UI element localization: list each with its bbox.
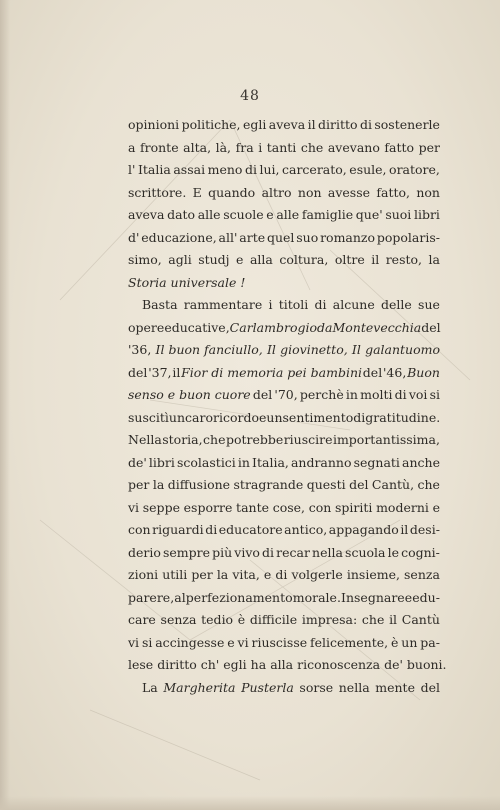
word: e [404,589,413,605]
word: libri [413,207,440,222]
word: lui, [259,162,280,177]
word: un [266,409,283,425]
word: desi- [409,522,440,537]
text-line [128,159,440,182]
word: oratore, [389,162,440,177]
word: del [420,679,440,695]
word: importantissima, [332,432,440,447]
italic-word: galantuomo [365,342,440,357]
word: difficile [249,612,298,627]
word: al [174,589,186,605]
word: in [237,454,250,470]
page-number: 48 [240,88,260,104]
word: educazione, [141,229,217,245]
text-line [128,519,440,542]
text-line [128,564,440,587]
word: Italia, [252,454,289,470]
italic-word: Pusterla [241,679,294,695]
word: care [128,612,156,627]
word: del [421,319,441,335]
word: aveva [128,207,165,222]
word: educative, [164,319,230,335]
word: dato [167,207,196,222]
word: antico, [284,522,328,537]
word: cose, [272,499,305,515]
word: i [268,297,273,312]
word: egli [242,117,267,132]
text-line [128,474,440,497]
text-line [128,249,440,272]
text-line [128,384,440,407]
word: di [353,409,366,425]
word: quando [208,184,256,200]
page-bottom-shadow [0,796,500,810]
word: felicemente, [310,634,389,650]
word: tanti [266,139,297,155]
word: famiglie [301,207,354,222]
word: lese [128,657,154,672]
word: la [428,252,440,267]
word: vi [128,634,140,650]
word: alle [197,207,221,222]
word: avevano [327,139,380,155]
text-line [128,587,440,610]
word: popolaris- [376,229,440,245]
italic-word: universale ! [170,274,246,290]
italic-word: da [317,319,333,335]
italic-word: Il [351,342,361,357]
word: di [359,117,372,132]
word: ha [250,657,267,672]
word: e [227,634,235,650]
word: sostenerle [374,117,440,132]
word: alla [249,252,273,267]
word: esporre [183,499,233,515]
word: nella [338,679,370,695]
text-line [128,497,440,520]
word: vi [237,634,249,650]
word: le [387,544,399,560]
word: suoi [385,207,412,222]
word: ricordo [212,409,259,425]
word: è [391,634,399,650]
word: seppe [142,499,180,515]
word: meno [207,162,243,177]
word: esule, [349,162,387,177]
word: il [172,364,181,380]
word: morale. [292,589,341,605]
word: suo [296,229,319,245]
word: caro [185,409,213,425]
body-text [128,114,447,699]
word: di [275,567,288,582]
word: la [216,567,229,582]
word: anche [402,454,440,470]
word: altro [261,184,292,200]
word: avesse [327,184,371,200]
word: e [266,207,274,222]
word: accingesse [155,634,225,650]
text-line [128,362,440,385]
word: '37, [148,364,172,380]
word: potrebbe [225,432,284,447]
text-line [128,339,440,362]
text-line [128,204,440,227]
word: opinioni [128,117,180,132]
word: Basta [142,297,178,312]
word: sue [418,297,440,312]
word: scuola [345,544,386,560]
word: alcune [332,297,375,312]
word: La [142,679,158,695]
italic-word: Storia [128,274,167,290]
word: l' [128,162,136,177]
word: de' [128,454,147,470]
word: '46, [383,364,407,380]
word: suscitì [128,409,169,425]
word: del [349,477,369,492]
word: pa- [420,634,440,650]
word: opere [128,319,165,335]
word: aveva [268,117,306,132]
word: non [416,184,440,200]
word: diffusione [167,477,231,492]
italic-word: giovinetto, [280,342,348,357]
word: delle [381,297,412,312]
word: riuscire [283,432,333,447]
word: tante [236,499,269,515]
word: assai [173,162,206,177]
word: fatto, [376,184,410,200]
word: perchè [299,387,344,402]
word: là, [215,139,232,155]
word: la [152,477,165,492]
word: vivo [234,544,260,560]
word: volgerle [291,567,343,582]
italic-word: Montevecchia [332,319,422,335]
word: derio [128,544,161,560]
word: il [400,522,409,537]
word: di [244,162,257,177]
word: vita, [232,567,260,582]
word: storia, [162,432,203,447]
word: '70, [274,387,298,402]
word: molti [360,387,393,402]
text-line [128,677,440,700]
word: oltre [334,252,365,267]
word: si [141,634,153,650]
word: carcerato, [282,162,347,177]
word: si [429,387,440,402]
word: fronte [140,139,179,155]
italic-word: Il [266,342,276,357]
word: sorse [299,679,334,695]
word: senza [404,567,440,582]
text-line [128,542,440,565]
word: per [128,477,150,492]
italic-word: senso e buon cuore [128,387,251,402]
word: riguardi [152,522,204,537]
word: titoli [278,297,309,312]
word: i [258,139,263,155]
word: agli [168,252,192,267]
word: spiriti [334,499,373,515]
word: e [259,409,267,425]
word: sentimento [282,409,354,425]
word: del [362,364,383,380]
word: scolastici [176,454,236,470]
word: il [389,612,398,627]
word: con [308,499,332,515]
word: romanzo [320,229,376,245]
word: studj [198,252,230,267]
text-line [128,429,440,452]
word: quel [266,229,295,245]
word: impresa: [301,612,358,627]
italic-word: Buon [407,364,440,380]
word: di [314,297,327,312]
word: è [237,612,246,627]
word: che [203,432,226,447]
word: buoni. [406,657,447,672]
word: arte [239,229,266,245]
word: scrittore. [128,184,187,200]
word: il [307,117,316,132]
word: recar [276,544,310,560]
word: e [263,567,272,582]
word: non [297,184,322,200]
word: e [432,499,440,515]
word: utili [162,567,188,582]
word: che [300,139,324,155]
word: simo, [128,252,162,267]
word: politiche, [181,117,241,132]
word: che [417,477,440,492]
word: tedio [201,612,234,627]
text-line [128,114,440,137]
word: nella [312,544,343,560]
word: perfezionamento [185,589,293,605]
word: un [401,634,418,650]
word: E [192,184,202,200]
word: coltura, [279,252,329,267]
word: riuscisse [251,634,308,650]
italic-word: Carlambrogio [229,319,317,335]
word: di [205,522,218,537]
text-line [128,294,440,317]
word: del [128,364,148,380]
word: moderni [376,499,429,515]
word: di [262,544,275,560]
word: il [371,252,380,267]
word: '36, [128,342,152,357]
word: un [168,409,186,425]
word: fra [235,139,254,155]
text-line [128,317,440,340]
word: riconoscenza [297,657,381,672]
word: per [191,567,213,582]
word: più [212,544,233,560]
text-line [128,632,440,655]
text-line [128,609,440,632]
word: per [418,139,440,155]
word: edu- [412,589,440,605]
italic-word: Il buon fanciullo, [155,342,263,357]
word: mente [375,679,415,695]
word: scuole [223,207,264,222]
word: che [361,612,385,627]
word: alta, [183,139,212,155]
word: a [128,139,136,155]
word: stragrande [233,477,304,492]
text-line [128,654,447,677]
text-line [128,137,440,160]
word: zioni [128,567,159,582]
word: rammentare [183,297,263,312]
word: gratitudine. [365,409,441,425]
word: con [128,522,151,537]
word: voi [408,387,428,402]
word: e [236,252,244,267]
word: all' [218,229,238,245]
text-line [128,272,440,295]
word: Insegnare [341,589,405,605]
word: senza [160,612,197,627]
word: appagando [328,522,399,537]
word: di [394,387,407,402]
word: ch' [200,657,220,672]
word: fatto [384,139,415,155]
word: Nella [128,432,162,447]
text-line [128,407,440,430]
word: andranno [290,454,352,470]
word: libri [148,454,175,470]
word: Italia [137,162,171,177]
word: Cantù [401,612,440,627]
text-line [128,452,440,475]
word: alla [270,657,294,672]
italic-word: Margherita [163,679,236,695]
word: Cantù, [371,477,415,492]
word: in [345,387,358,402]
word: de' [384,657,403,672]
word: que' [355,207,383,222]
word: questi [306,477,346,492]
page-edge-shadow [0,0,10,810]
italic-word: Fior di memoria pei bambini [181,364,362,380]
text-line [128,182,440,205]
word: d' [128,229,140,245]
word: resto, [385,252,423,267]
word: vi [128,499,140,515]
word: sempre [163,544,211,560]
word: parere, [128,589,175,605]
word: egli [223,657,247,672]
word: diritto [157,657,197,672]
word: alle [276,207,300,222]
word: educatore [218,522,283,537]
text-line [128,227,440,250]
word: insieme, [346,567,400,582]
word: segnati [353,454,400,470]
word: cogni- [401,544,440,560]
word: del [252,387,273,402]
word: diritto [318,117,358,132]
